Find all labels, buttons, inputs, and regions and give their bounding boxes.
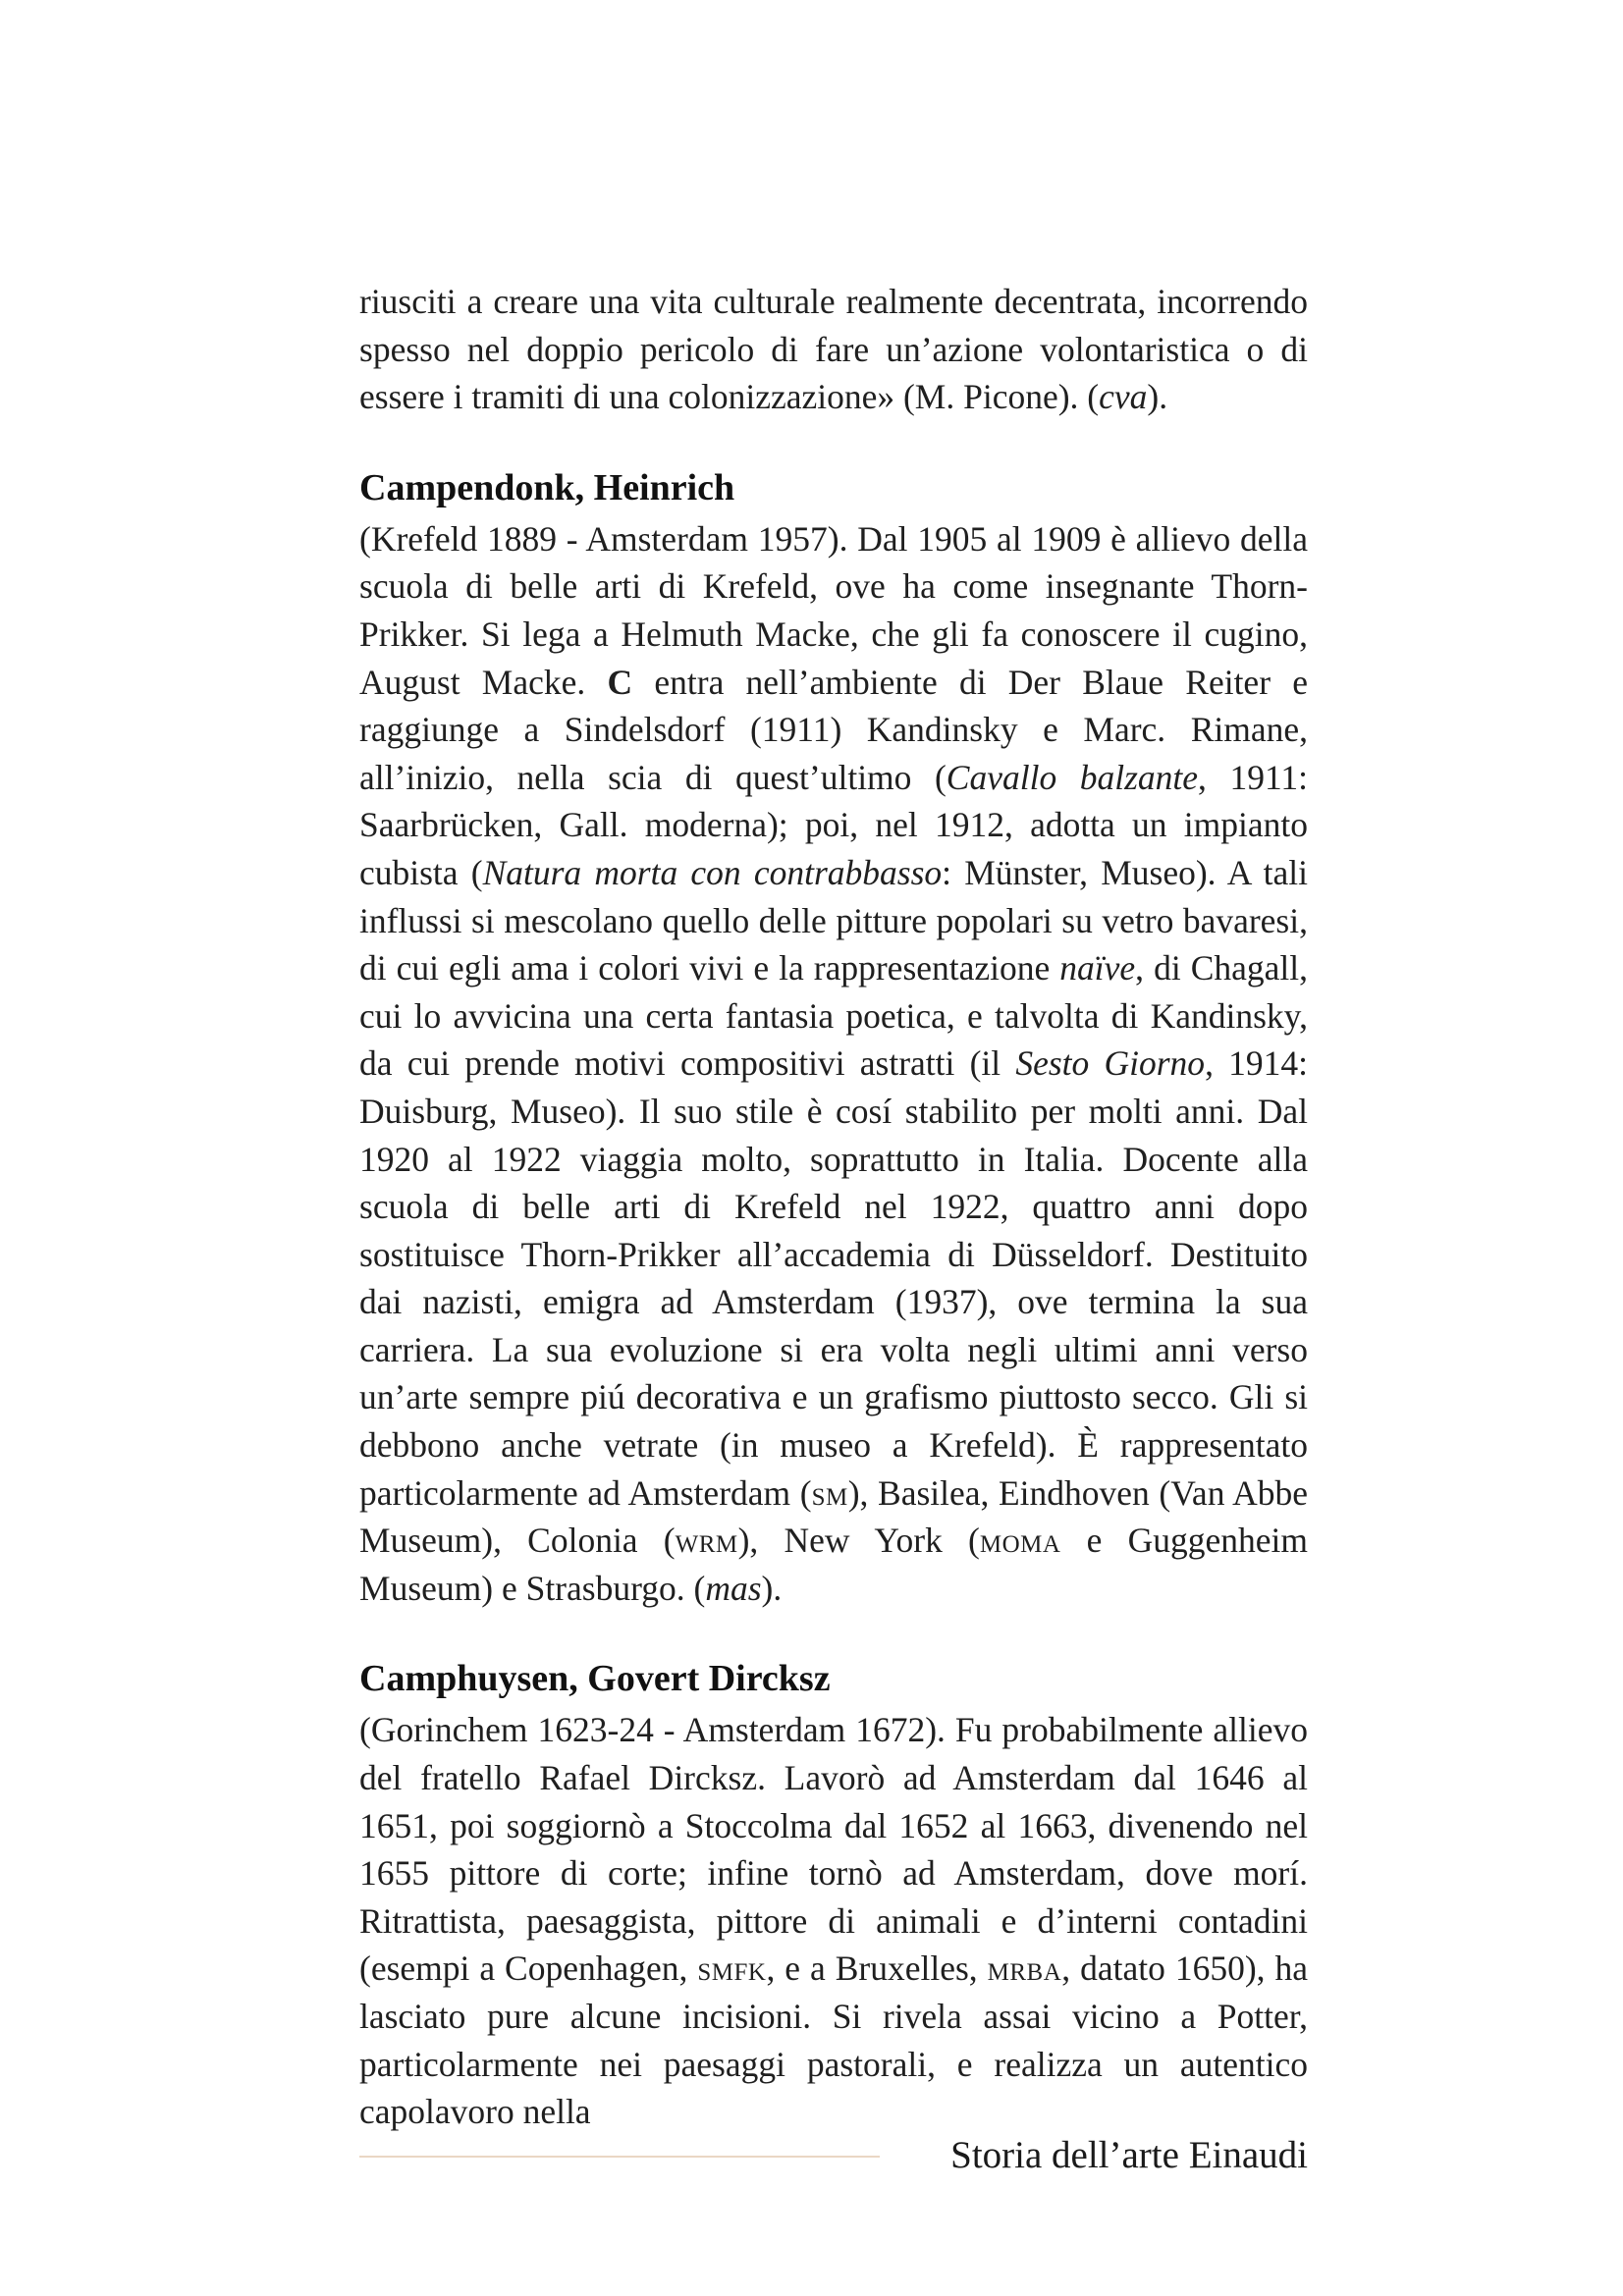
italic-text: Sesto Giorno	[1015, 1043, 1206, 1084]
page-content	[359, 278, 1308, 2136]
italic-text: Natura morta con contrabbasso	[482, 852, 943, 892]
body-text: ), New York (	[737, 1521, 980, 1561]
entry-title-camphuysen: Camphuysen, Govert Dircksz	[359, 1658, 831, 1700]
body-text: e Guggenheim Museum) e Strasburgo. (	[359, 1521, 1309, 1608]
small-caps-abbrev: smfk	[697, 1949, 767, 1989]
body-text: : Münster, Museo). A tali influssi si mescolano quello delle pitture popolari su vetro bavaresi, di cui egli ama i colori vivi e la rappresentazione	[359, 852, 1308, 988]
small-caps-abbrev: wrm	[675, 1521, 738, 1561]
entry-body-camphuysen	[359, 1706, 1308, 2135]
body-text: , e a Bruxelles,	[766, 1949, 988, 1989]
small-caps-abbrev: moma	[979, 1521, 1061, 1561]
small-caps-abbrev: mrba	[987, 1949, 1062, 1989]
italic-text: naïve	[1059, 948, 1136, 988]
body-text: , 1911: Saarbrücken, Gall. moderna); poi, nel 1912, adotta un impianto cubista (	[359, 757, 1308, 892]
body-text: , di Chagall, cui lo avvicina una certa fantasia poetica, e talvolta di Kandinsky, da cui prende motivi compositivi astratti (il	[359, 948, 1308, 1084]
body-text: (Krefeld 1889 - Amsterdam 1957). Dal 1905 al 1909 è allievo della scuola di belle arti di Krefeld, ove ha come insegnante Thorn-Prikker. Si lega a Helmuth Macke, che gli fa conoscere il cugino, August Macke.	[359, 518, 1308, 702]
footer-divider	[359, 2156, 880, 2158]
italic-text: mas	[705, 1568, 762, 1608]
intro-author: cva	[1099, 377, 1148, 417]
intro-paragraph	[359, 278, 1308, 421]
body-text: (Gorinchem 1623-24 - Amsterdam 1672). Fu probabilmente allievo del fratello Rafael Dircksz. Lavorò ad Amsterdam dal 1646 al 1651, poi soggiornò a Stoccolma dal 1652 al 1663, divenendo nel 1655 pittore di corte; infine tornò ad Amsterdam, dove morí. Ritrattista, paesaggista, pittore di animali e d’interni contadini (esempi a Copenhagen,	[359, 1710, 1308, 1989]
intro-text: riusciti a creare una vita culturale realmente decentrata, incorrendo spesso nel doppio pericolo di fare un’azione volontaristica o di essere i tramiti di una colonizzazione» (M. Picone). (	[359, 282, 1308, 417]
entry-body-campendonk	[359, 515, 1308, 1613]
body-text: ).	[761, 1568, 783, 1608]
entry-title-campendonk: Campendonk, Heinrich	[359, 466, 735, 508]
italic-text: Cavallo balzante	[946, 757, 1199, 797]
intro-tail: ).	[1147, 377, 1168, 417]
body-text: , 1914: Duisburg, Museo). Il suo stile è cosí stabilito per molti anni. Dal 1920 al 1922 viaggia molto, soprattutto in Italia. Docente alla scuola di belle arti di Krefeld nel 1922, quattro anni dopo sostituisce Thorn-Prikker all’accademia di Düsseldorf. Destituito dai nazisti, emigra ad Amsterdam (1937), ove termina la sua carriera. La sua evoluzione si era volta negli ultimi anni verso un’arte sempre piú decorativa e un grafismo piuttosto secco. Gli si debbono anche vetrate (in museo a Krefeld). È rappresentato particolarmente ad Amsterdam (	[359, 1043, 1309, 1513]
footer-title: Storia dell’arte Einaudi	[950, 2134, 1308, 2176]
body-text: ), Basilea, Eindhoven (Van Abbe Museum), Colonia (	[359, 1472, 1308, 1561]
small-caps-abbrev: sm	[811, 1472, 848, 1513]
body-text: entra nell’ambiente di Der Blaue Reiter e raggiunge a Sindelsdorf (1911) Kandinsky e Marc. Rimane, all’inizio, nella scia di quest’ultimo (	[359, 662, 1308, 797]
bold-text: C	[607, 662, 633, 702]
body-text: , datato 1650), ha lasciato pure alcune incisioni. Si rivela assai vicino a Potter, particolarmente nei paesaggi pastorali, e realizza un autentico capolavoro nella	[359, 1949, 1308, 2132]
